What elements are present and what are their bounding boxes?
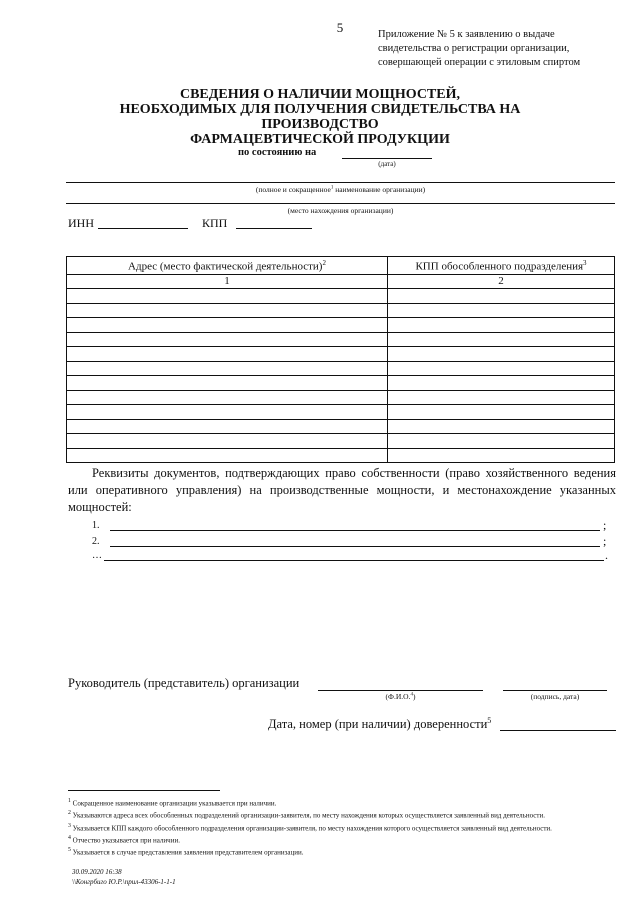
- fio-caption-close: ): [412, 692, 416, 701]
- footnote-ref: 3: [583, 259, 587, 267]
- item-end: ;: [603, 518, 607, 532]
- capacities-table: [66, 256, 615, 463]
- table-row: [67, 376, 615, 391]
- table-header-row: [67, 257, 615, 275]
- signature-field[interactable]: [503, 690, 607, 691]
- address-cell[interactable]: [67, 347, 388, 362]
- table-row: [67, 332, 615, 347]
- footnote-text: Отчество указывается при наличии.: [72, 836, 180, 845]
- appendix-line: Приложение № 5 к заявлению о выдаче: [378, 29, 555, 40]
- footnote-num: 5: [68, 847, 71, 854]
- kpp-cell[interactable]: [388, 419, 615, 434]
- table-header-kpp: [388, 257, 615, 275]
- address-cell[interactable]: [67, 332, 388, 347]
- org-location-field[interactable]: [66, 203, 615, 204]
- fio-caption: [318, 692, 483, 701]
- kpp-cell[interactable]: [388, 347, 615, 362]
- footnote-text: Указываются адреса всех обособленных подразделений организации-заявителя, по месту нахождения которых осуществляется заявленный вид деятельности.: [72, 811, 545, 820]
- address-cell[interactable]: [67, 419, 388, 434]
- table-row: [67, 405, 615, 420]
- address-cell[interactable]: [67, 390, 388, 405]
- footnote-ref: 4: [410, 692, 413, 698]
- footnote: [68, 845, 624, 857]
- footnote-text: Указывается КПП каждого обособленного подразделения организации-заявителя, по месту нахождения которого осуществляется заявленный вид деятельности.: [72, 823, 552, 832]
- footnote: [68, 796, 624, 808]
- footnote-text: Сокращенное наименование организации указывается при наличии.: [72, 799, 277, 808]
- title-line: СВЕДЕНИЯ О НАЛИЧИИ МОЩНОСТЕЙ,: [179, 87, 460, 102]
- header-address-text: Адрес (место фактической деятельности): [128, 260, 323, 273]
- table-header-address: [67, 257, 388, 275]
- as-of-date-field[interactable]: [342, 158, 432, 159]
- table-row: [67, 448, 615, 463]
- address-cell[interactable]: [67, 303, 388, 318]
- footnote-ref: 1: [330, 185, 334, 191]
- as-of-label: по состоянию на: [238, 147, 317, 158]
- table-row: [67, 318, 615, 333]
- org-name-caption-b: наименование организации): [333, 185, 426, 194]
- footnote: [68, 821, 624, 833]
- address-cell[interactable]: [67, 361, 388, 376]
- document-title: [60, 87, 580, 147]
- kpp-field[interactable]: [236, 228, 312, 229]
- footnote-text: Указывается в случае представления заявления представителем организации.: [72, 848, 304, 857]
- item-number: 1.: [92, 520, 100, 531]
- org-location-caption: (место нахождения организации): [287, 206, 394, 215]
- column-number: 1: [67, 274, 388, 289]
- footnotes: [68, 796, 624, 858]
- footnote-num: 3: [68, 822, 71, 829]
- table-row: [67, 419, 615, 434]
- table-row: [67, 289, 615, 304]
- footnote-num: 1: [68, 798, 71, 804]
- fio-field[interactable]: [318, 690, 483, 691]
- fio-caption-text: (Ф.И.О.: [385, 692, 411, 701]
- poa-label: [268, 716, 491, 732]
- address-cell[interactable]: [67, 376, 388, 391]
- inn-label: ИНН: [68, 216, 94, 230]
- requisites-paragraph: Реквизиты документов, подтверждающих право собственности (право хозяйственного ведения или оперативного управления) на производственные мощности, и местонахождение указанных мощностей:: [68, 466, 616, 514]
- table-number-row: [67, 274, 615, 289]
- poa-label-text: Дата, номер (при наличии) доверенности: [268, 717, 488, 732]
- address-cell[interactable]: [67, 318, 388, 333]
- address-cell[interactable]: [67, 448, 388, 463]
- appendix-line: свидетельства о регистрации организации,: [378, 43, 570, 54]
- item-end: .: [605, 548, 608, 562]
- kpp-cell[interactable]: [388, 376, 615, 391]
- head-label: Руководитель (представитель) организации: [68, 676, 300, 690]
- item-number: 2.: [92, 536, 100, 547]
- item-field[interactable]: [110, 546, 600, 547]
- item-number: …: [92, 550, 102, 561]
- kpp-cell[interactable]: [388, 434, 615, 449]
- footnote-ref: 5: [487, 716, 492, 725]
- kpp-cell[interactable]: [388, 361, 615, 376]
- header-kpp-text: КПП обособленного подразделения: [415, 260, 584, 273]
- stamp-line: 30.09.2020 16:38: [72, 868, 122, 876]
- address-cell[interactable]: [67, 405, 388, 420]
- table-row: [67, 434, 615, 449]
- kpp-cell[interactable]: [388, 405, 615, 420]
- item-field[interactable]: [110, 530, 600, 531]
- stamp-line: \\Конгрбиго Ю.Р.\прил-43306-1-1-1: [72, 878, 176, 886]
- address-cell[interactable]: [67, 289, 388, 304]
- table-row: [67, 347, 615, 362]
- footnote-num: 2: [68, 810, 71, 817]
- item-end: ;: [603, 534, 607, 548]
- appendix-note: [378, 28, 628, 70]
- inn-field[interactable]: [98, 228, 188, 229]
- org-name-caption: [66, 185, 615, 194]
- footnote-rule: [68, 790, 220, 791]
- kpp-cell[interactable]: [388, 303, 615, 318]
- appendix-line: совершающей операции с этиловым спиртом: [378, 57, 581, 68]
- page-number: 5: [336, 20, 344, 35]
- kpp-cell[interactable]: [388, 289, 615, 304]
- title-line: ФАРМАЦЕВТИЧЕСКОЙ ПРОДУКЦИИ: [190, 132, 450, 147]
- item-field[interactable]: [104, 560, 604, 561]
- title-line: НЕОБХОДИМЫХ ДЛЯ ПОЛУЧЕНИЯ СВИДЕТЕЛЬСТВА НА ПРОИЗВОДСТВО: [119, 102, 521, 132]
- footnote-num: 4: [68, 834, 71, 841]
- org-name-field[interactable]: [66, 182, 615, 183]
- kpp-cell[interactable]: [388, 332, 615, 347]
- footnote-ref: 2: [322, 259, 326, 267]
- kpp-cell[interactable]: [388, 318, 615, 333]
- kpp-cell[interactable]: [388, 390, 615, 405]
- kpp-label: КПП: [202, 216, 228, 230]
- table-row: [67, 390, 615, 405]
- poa-field[interactable]: [500, 730, 616, 731]
- column-number: 2: [388, 274, 615, 289]
- org-name-caption-a: (полное и сокращенное: [255, 185, 331, 194]
- table-row: [67, 361, 615, 376]
- signature-caption: (подпись, дата): [530, 692, 580, 701]
- kpp-cell[interactable]: [388, 448, 615, 463]
- print-stamp: [72, 867, 176, 887]
- footnote: [68, 808, 624, 820]
- address-cell[interactable]: [67, 434, 388, 449]
- footnote: [68, 833, 624, 845]
- as-of-date-caption: (дата): [378, 160, 396, 168]
- table-row: [67, 303, 615, 318]
